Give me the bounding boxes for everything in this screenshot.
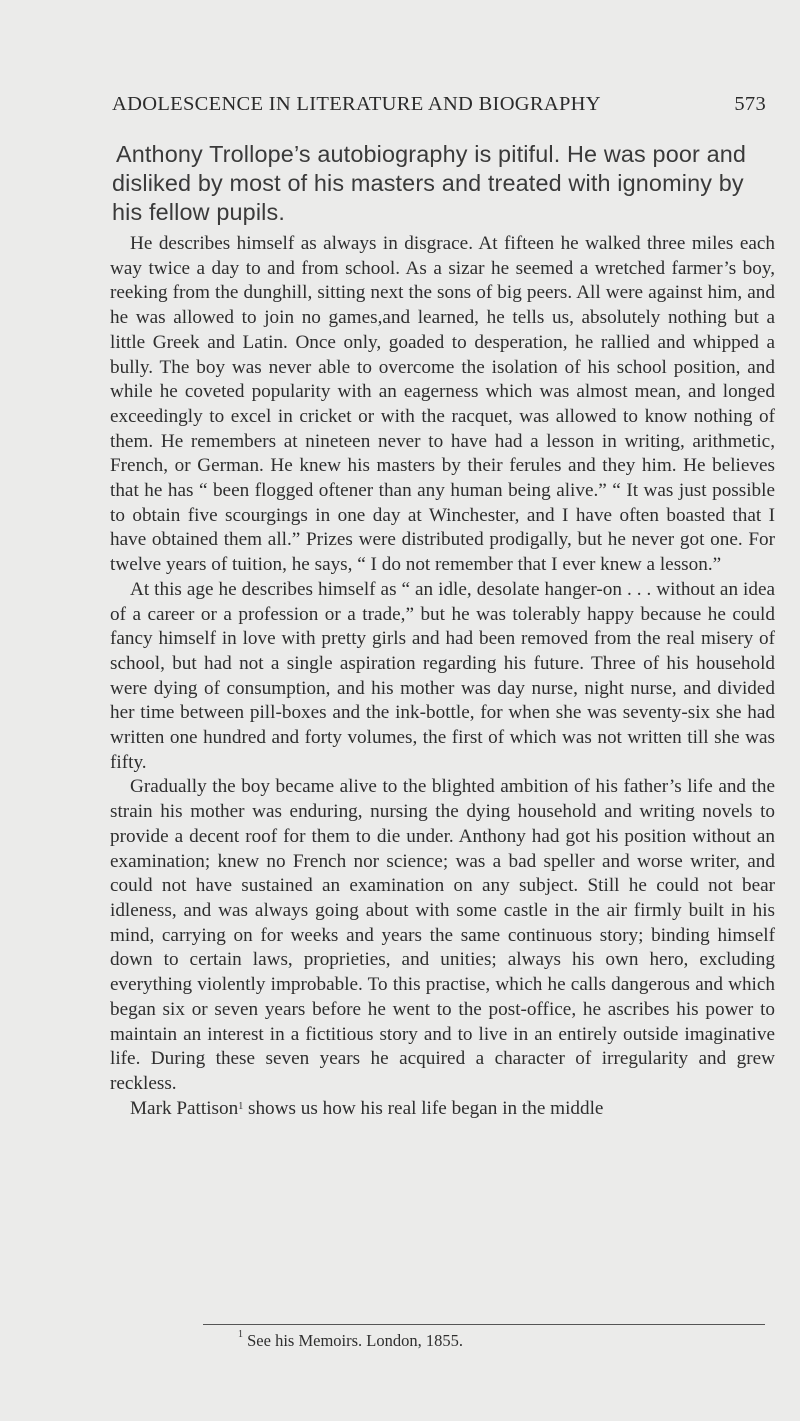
footnote-mark: 1 <box>238 1329 243 1340</box>
paragraph-text: shows us how his real life began in the middle <box>243 1097 604 1119</box>
page-number: 573 <box>734 93 766 115</box>
footnote-reference[interactable]: 1 <box>238 1100 244 1112</box>
running-title: ADOLESCENCE IN LITERATURE AND BIOGRAPHY <box>112 93 601 115</box>
paragraph: He describes himself as always in disgrace. At fifteen he walked three miles each way twice a day to and from school. As a sizar he seemed a wretched farmer’s boy, reeking from the dunghill, sitting next the sons of big peers. All were against him, and he was allowed to join no games,and learned, he tells us, absolutely nothing but a little Greek and Latin. Once only, goaded to desperation, he rallied and whipped a bully. The boy was never able to overcome the isolation of his school position, and while he coveted popularity with an eagerness which was almost mean, and longed exceedingly to excel in cricket or with the racquet, was allowed to know nothing of them. He remembers at nineteen never to have had a lesson in writing, arithmetic, French, or German. He knew his masters by their ferules and they him. He believes that he has “ been flogged oftener than any human being alive.” “ It was just possible to obtain five scourgings in one day at Winchester, and I have often boasted that I have obtained them all.” Prizes were distributed prodigally, but he never got one. For twelve years of tuition, he says, “ I do not remember that I ever knew a lesson.” <box>110 233 775 576</box>
footnote-divider <box>203 1324 765 1325</box>
paragraph <box>110 1097 775 1122</box>
footnote-text: See his Memoirs. London, 1855. <box>243 1331 463 1350</box>
paragraph-text: Mark Pattison <box>130 1097 239 1119</box>
paragraph: At this age he describes himself as “ an idle, desolate hanger-on . . . without an idea of a career or a profession or a trade,” but he was tolerably happy because he could fancy himself in love with pretty girls and had been removed from the real misery of school, but had not a single aspiration regarding his future. Three of his household were dying of consumption, and his mother was day nurse, night nurse, and divided her time between pill-boxes and the ink-bottle, for when she was seventy-six she had written one hundred and forty volumes, the first of which was not written till she was fifty. <box>110 578 775 773</box>
body-text <box>110 232 775 1121</box>
running-header <box>112 93 772 116</box>
lead-paragraph <box>112 140 776 227</box>
lead-text: Anthony Trollope’s autobiography is pitiful. He was poor and disliked by most of his masters and treated with ignominy by his fellow pupils. <box>112 141 747 225</box>
paragraph: Gradually the boy became alive to the blighted ambition of his father’s life and the strain his mother was enduring, nursing the dying household and writing novels to provide a decent roof for them to die under. Anthony had got his position without an examination; knew no French nor science; was a bad speller and worse writer, and could not have sustained an examination on any subject. Still he could not bear idleness, and was always going about with some castle in the air firmly built in his mind, carrying on for weeks and years the same continuous story; binding himself down to certain laws, proprieties, and unities; always his own hero, excluding everything violently improbable. To this practise, which he calls dangerous and which began six or seven years before he went to the post-office, he ascribes his power to maintain an interest in a fictitious story and to live in an entirely outside imaginative life. During these seven years he acquired a character of irregularity and grew reckless. <box>110 776 775 1094</box>
footnote <box>238 1331 463 1351</box>
